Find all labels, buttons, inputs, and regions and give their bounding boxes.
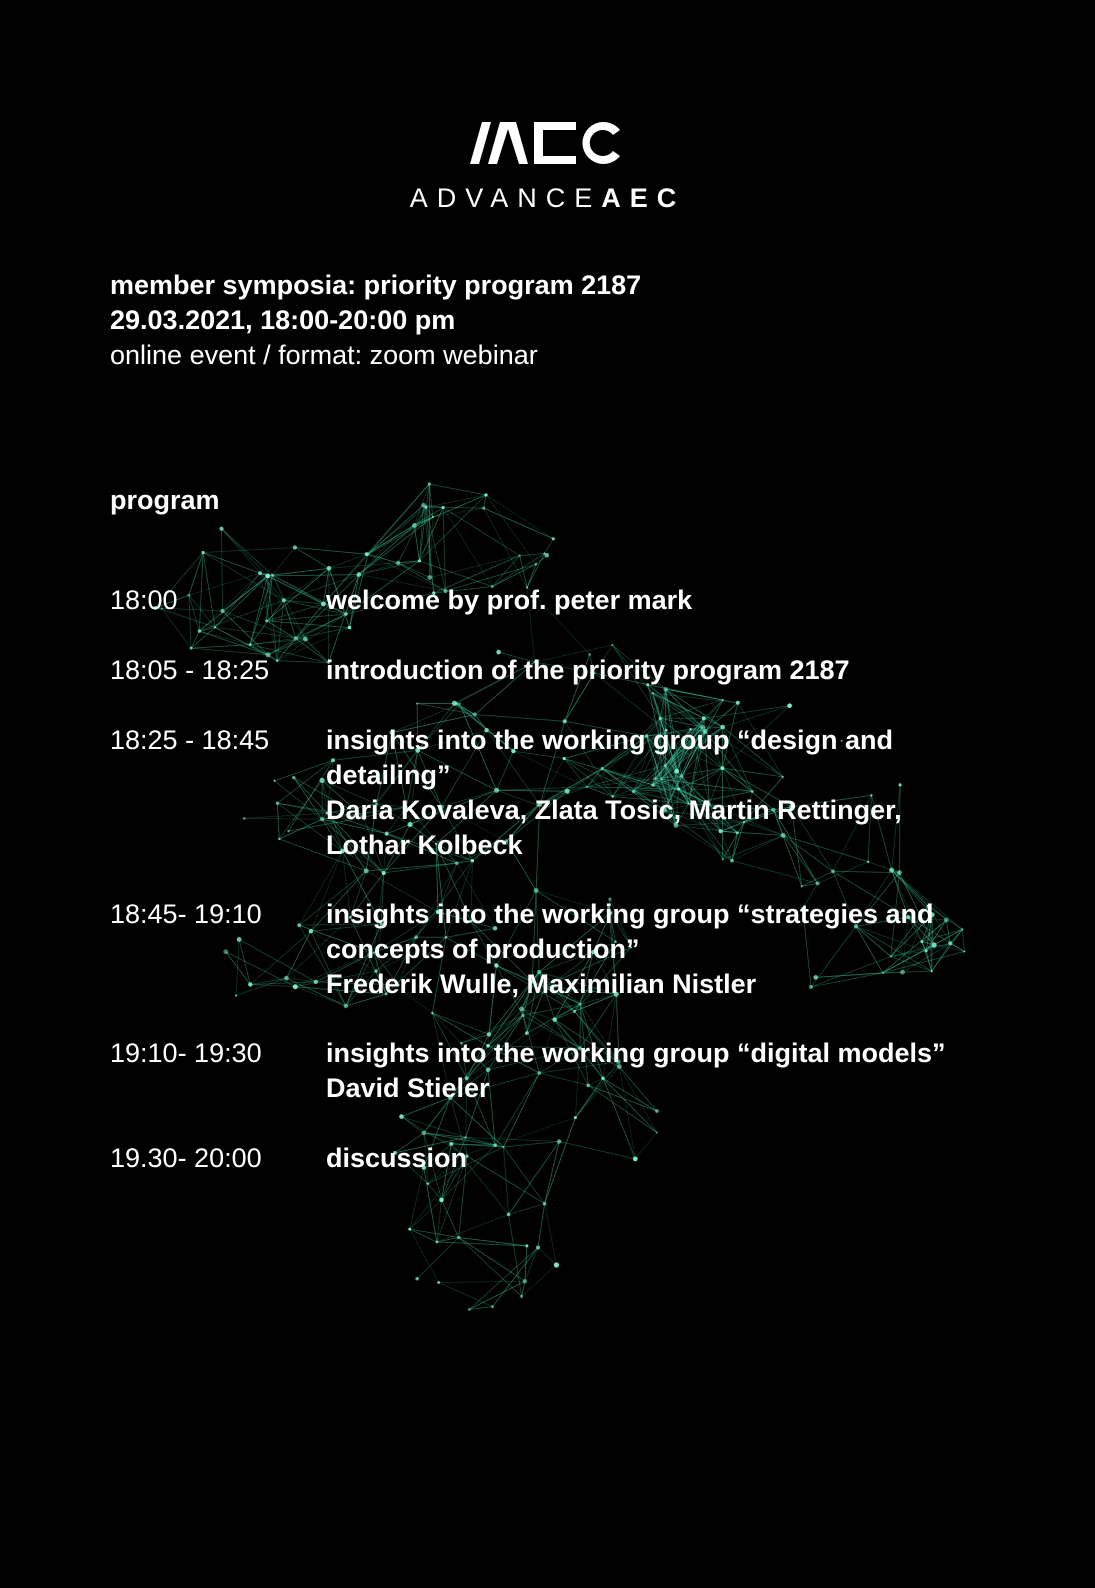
program-speakers: Lothar Kolbeck [326,830,523,860]
event-datetime: 29.03.2021, 18:00-20:00 pm [110,305,456,335]
event-format: online event / format: zoom webinar [110,340,538,370]
program-time: 18:05 - 18:25 [110,655,270,685]
program-content [326,1036,986,1106]
program-line: insights into the working group “strategies and [326,899,934,929]
event-title: member symposia: priority program 2187 [110,270,642,300]
logo-wordmark [0,182,1095,214]
program-line: detailing” [326,760,451,790]
program-time: 18:45- 19:10 [110,899,262,929]
logo-word-aec: AEC [601,183,686,213]
program-line: concepts of production” [326,934,640,964]
program-content [326,1141,986,1176]
program-time: 18:25 - 18:45 [110,725,270,755]
program-line: welcome by prof. peter mark [326,585,693,615]
program-line: discussion [326,1143,468,1173]
program-line: introduction of the priority program 2187 [326,655,850,685]
program-speakers: Frederik Wulle, Maximilian Nistler [326,969,757,999]
program-line: insights into the working group “digital models” [326,1038,946,1068]
aec-logo-mark-icon [470,122,628,164]
program-content [326,723,986,863]
program-speakers: David Stieler [326,1073,490,1103]
program-line: insights into the working group “design and [326,725,893,755]
program-time: 18:00 [110,585,178,615]
program-time: 19:10- 19:30 [110,1038,262,1068]
program-speakers: Daria Kovaleva, Zlata Tosic, Martin Rettinger, [326,795,902,825]
program-label: program [110,485,220,515]
event-header [110,268,1010,373]
logo-word-advance: ADVANCE [409,183,602,213]
program-content [326,653,986,688]
program-content [326,897,986,1002]
program-content [326,583,986,618]
program-time: 19.30- 20:00 [110,1143,262,1173]
